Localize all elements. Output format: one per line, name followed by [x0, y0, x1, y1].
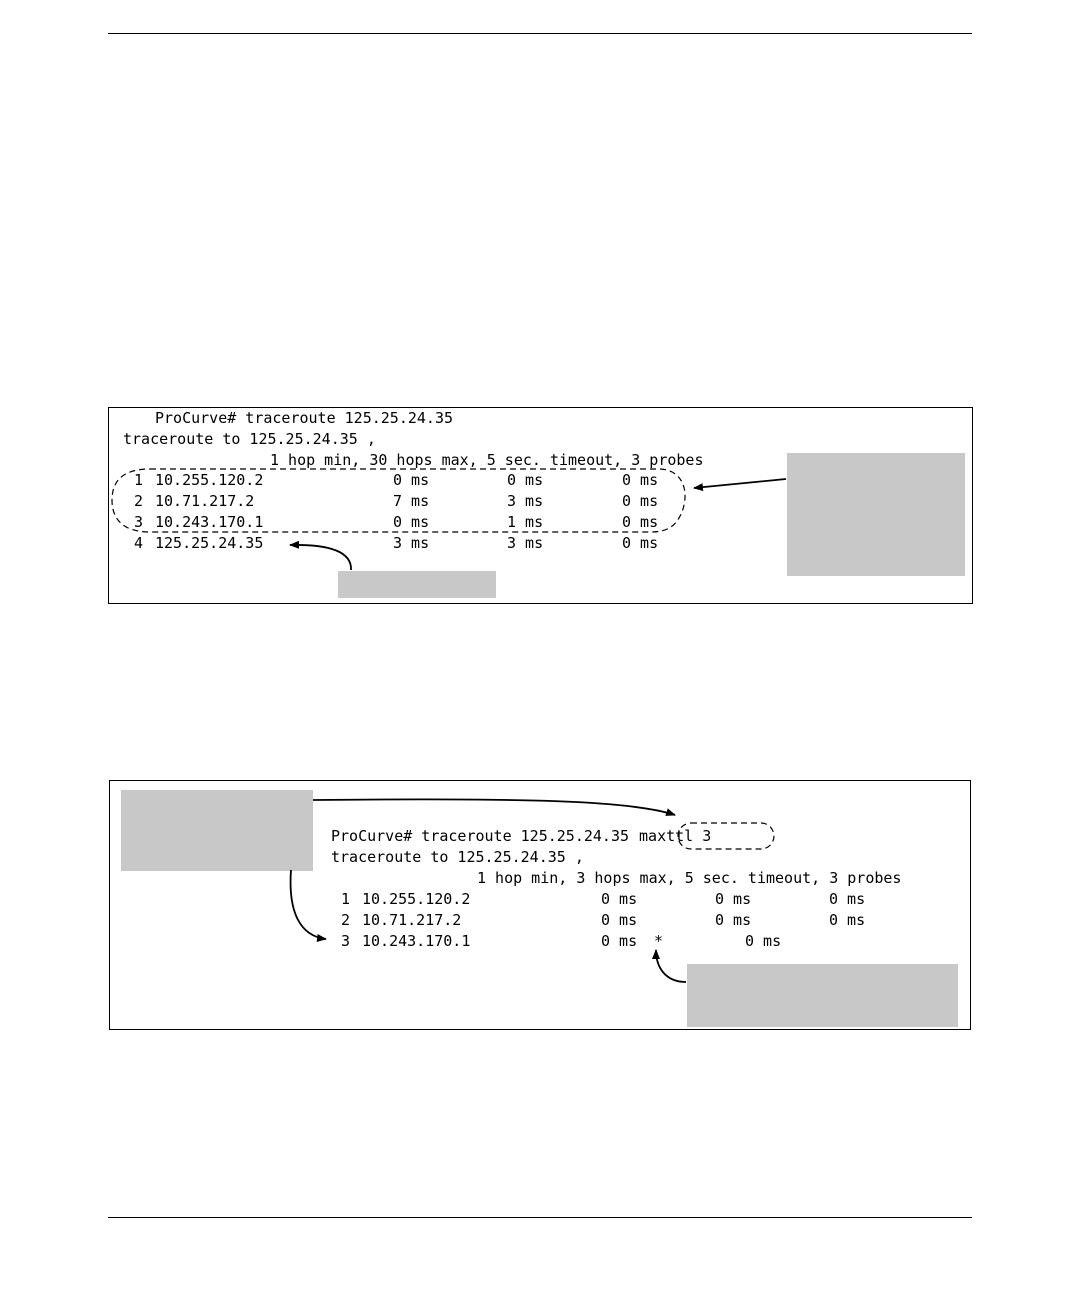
- probe-time: 0 ms: [715, 911, 752, 929]
- probe-time: 0 ms: [393, 471, 430, 489]
- traceroute-parameters: 1 hop min, 3 hops max, 5 sec. timeout, 3 probes: [477, 869, 902, 887]
- command-line: [331, 826, 711, 846]
- probe-time: 1 ms: [507, 513, 544, 531]
- hop-number: 4: [134, 534, 144, 552]
- probe-time: 0 ms: [622, 471, 659, 489]
- probe-time: 0 ms: [601, 890, 638, 908]
- traceroute-figure-1: [108, 407, 973, 604]
- traceroute-header: traceroute to 125.25.24.35 ,: [331, 848, 584, 866]
- probe-time: 3 ms: [507, 534, 544, 552]
- traceroute-header: traceroute to 125.25.24.35 ,: [123, 430, 376, 448]
- hop-address: 10.243.170.1: [362, 932, 471, 950]
- probe-time: 0 ms: [622, 492, 659, 510]
- command-prefix: ProCurve# traceroute 125.25.24.35: [331, 827, 630, 845]
- hop-address: 10.255.120.2: [362, 890, 471, 908]
- hop-number: 2: [134, 492, 144, 510]
- callout-box-intermediate-hops: [787, 453, 965, 576]
- probe-time: 0 ms: [507, 471, 544, 489]
- callout-box-timeout: [687, 964, 958, 1027]
- probe-time: 3 ms: [507, 492, 544, 510]
- traceroute-parameters: 1 hop min, 30 hops max, 5 sec. timeout, 3 probes: [270, 451, 704, 469]
- probe-time: 3 ms: [393, 534, 430, 552]
- hop-number: 1: [341, 890, 351, 908]
- callout-box-maxttl: [121, 790, 313, 871]
- hop-address: 10.255.120.2: [155, 471, 264, 489]
- traceroute-figure-2: [109, 780, 971, 1030]
- hop-number: 3: [341, 932, 351, 950]
- probe-time: 0 ms: [745, 932, 782, 950]
- hop-number: 2: [341, 911, 351, 929]
- hop-number: 3: [134, 513, 144, 531]
- top-rule: [108, 33, 972, 34]
- probe-time: 0 ms: [829, 911, 866, 929]
- bottom-rule: [108, 1217, 972, 1218]
- hop-address: 125.25.24.35: [155, 534, 264, 552]
- probe-time: 0 ms: [393, 513, 430, 531]
- probe-time: 7 ms: [393, 492, 430, 510]
- hop-address: 10.243.170.1: [155, 513, 264, 531]
- probe-time: 0 ms: [622, 513, 659, 531]
- probe-time: 0 ms: [622, 534, 659, 552]
- maxttl-option: maxttl 3: [639, 827, 712, 845]
- hop-number: 1: [134, 471, 144, 489]
- hop-address: 10.71.217.2: [362, 911, 462, 929]
- probe-timeout-asterisk: *: [654, 932, 664, 950]
- probe-time: 0 ms: [601, 911, 638, 929]
- probe-time: 0 ms: [715, 890, 752, 908]
- hop-address: 10.71.217.2: [155, 492, 255, 510]
- callout-box-destination: [338, 571, 496, 598]
- probe-time: 0 ms: [601, 932, 638, 950]
- command-line: ProCurve# traceroute 125.25.24.35: [155, 409, 454, 427]
- probe-time: 0 ms: [829, 890, 866, 908]
